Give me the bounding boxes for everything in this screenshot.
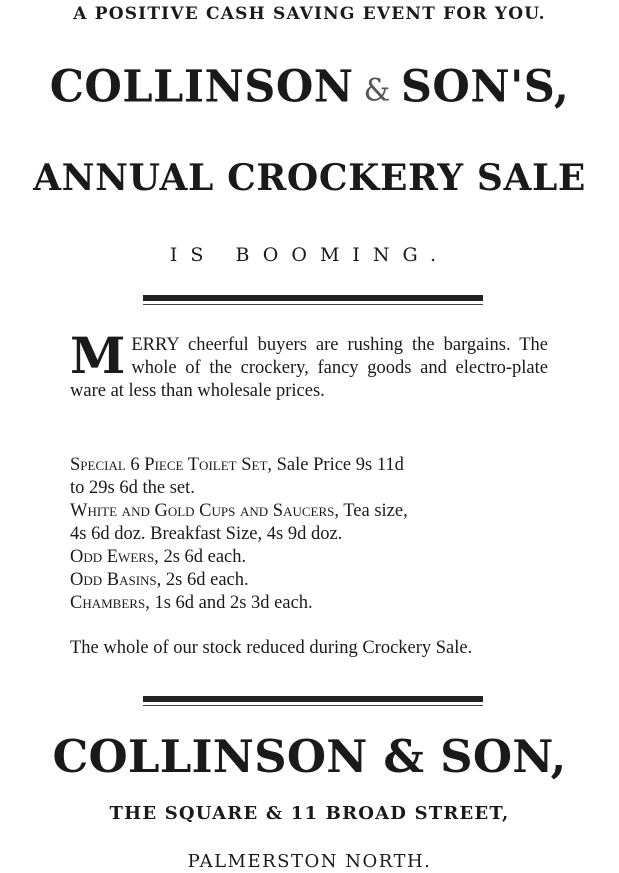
tagline: A POSITIVE CASH SAVING EVENT FOR YOU.	[73, 4, 546, 24]
intro-paragraph	[70, 326, 548, 403]
intro-text: ERRY cheerful buyers are rushing the bargains. The whole of the crockery, fancy goods and electro-plate ware at less than wholesale prices.	[70, 335, 548, 401]
street-address: THE SQUARE & 11 BROAD STREET,	[109, 803, 510, 824]
town-name: PALMERSTON NORTH.	[187, 851, 432, 872]
item-name: Special 6 Piece Toilet Set,	[70, 455, 273, 475]
item-name: Odd Basins,	[70, 570, 162, 590]
divider-rule-bottom	[143, 696, 483, 706]
item-detail: to 29s 6d the set.	[70, 478, 195, 498]
divider-rule-bottom-thick	[143, 696, 483, 702]
item-detail: Tea size,	[338, 501, 408, 521]
item-detail: 2s 6d each.	[158, 547, 247, 567]
price-list-line	[70, 592, 548, 615]
sale-title: ANNUAL CROCKERY SALE	[33, 157, 586, 199]
ampersand-ornament: &	[363, 72, 391, 108]
booming-subtitle: IS BOOMING.	[169, 244, 450, 266]
item-name: Odd Ewers,	[70, 547, 159, 567]
firm-name-last: SON'S,	[400, 61, 570, 113]
item-detail: 2s 6d each.	[161, 570, 249, 590]
price-list-line	[70, 454, 548, 477]
divider-rule-top-thick	[143, 295, 483, 301]
footer-firm-name: COLLINSON & SON,	[52, 730, 567, 783]
drop-cap: M	[70, 326, 126, 385]
closing-paragraph: The whole of our stock reduced during Crockery Sale.	[70, 638, 473, 658]
item-detail: 4s 6d doz. Breakfast Size, 4s 9d doz.	[70, 524, 343, 544]
divider-rule-top-thin	[143, 304, 483, 305]
firm-name-heading	[0, 62, 619, 113]
price-list-line	[70, 477, 548, 500]
price-list	[70, 454, 548, 615]
price-list-line	[70, 500, 548, 523]
divider-rule-bottom-thin	[143, 705, 483, 706]
divider-rule-top	[143, 295, 483, 305]
price-list-line	[70, 523, 548, 546]
price-list-line	[70, 546, 548, 569]
item-detail: Sale Price 9s 11d	[272, 455, 404, 475]
item-detail: 1s 6d and 2s 3d each.	[149, 593, 313, 613]
price-list-line	[70, 569, 548, 592]
firm-name-first: COLLINSON	[49, 61, 354, 113]
item-name: Chambers,	[70, 593, 150, 613]
item-name: White and Gold Cups and Saucers,	[70, 501, 339, 521]
